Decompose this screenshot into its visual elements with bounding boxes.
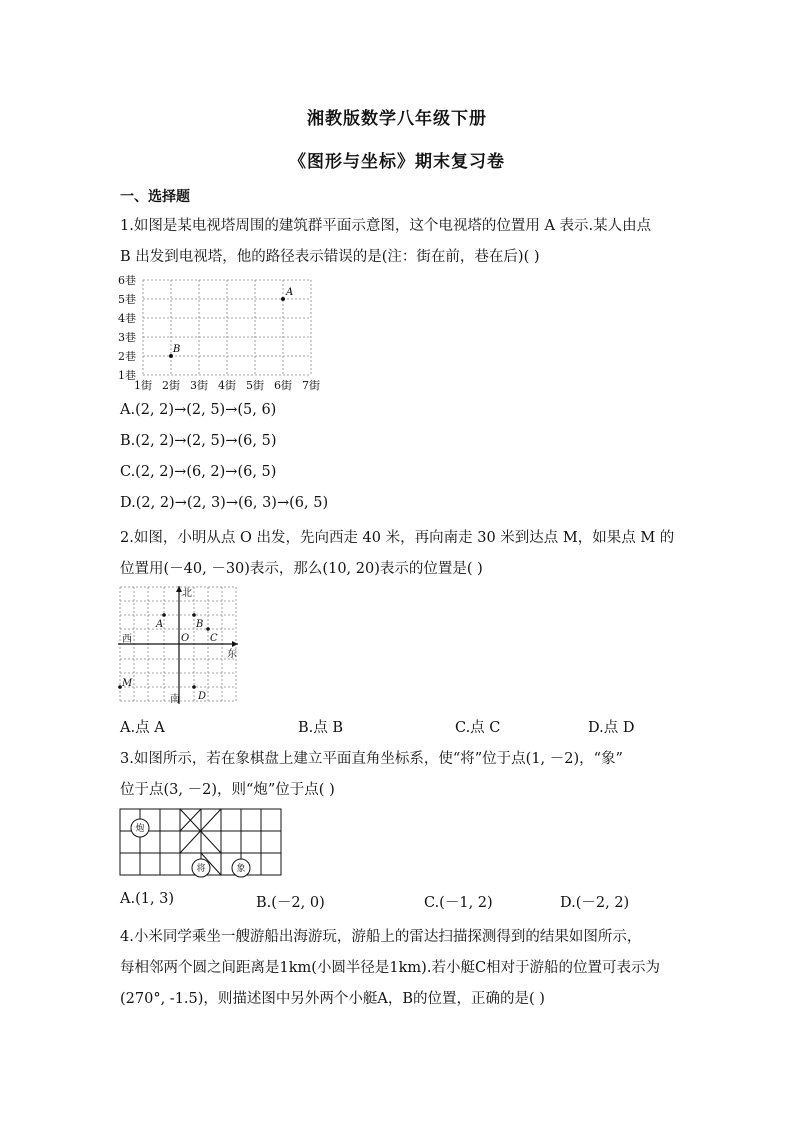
q2-point-a-label: A (156, 619, 164, 630)
q3-cannon-label: 炮 (135, 824, 145, 834)
q1-option-a: A.(2, 2)→(2, 5)→(5, 6) (120, 402, 277, 418)
q2-point-d (192, 685, 196, 689)
q1-row-label: 5巷 (118, 293, 136, 306)
q1-col-label: 6街 (274, 379, 292, 392)
q4-text-line3: (270°, -1.5)，则描述图中另外两个小艇A，B的位置，正确的是( ) (120, 991, 545, 1007)
q1-row-label: 2巷 (118, 350, 136, 363)
q1-row-label: 3巷 (118, 331, 136, 344)
q2-east-arrow (232, 641, 238, 647)
q2-point-b-label: B (196, 619, 204, 630)
q3-elephant-label: 象 (236, 864, 246, 874)
q1-col-label: 3街 (190, 379, 208, 392)
q2-point-d-label: D (198, 691, 207, 702)
q2-point-c (206, 627, 210, 631)
q2-origin-label: O (181, 633, 190, 644)
q1-row-label: 6巷 (118, 274, 136, 287)
q3-text-line1: 3.如图所示，若在象棋盘上建立平面直角坐标系，使“将”位于点(1, －2)，“象” (120, 751, 623, 767)
q3-option-d: D.(－2, 2) (560, 895, 630, 911)
q2-west-label: 西 (122, 634, 132, 645)
q2-north-label: 北 (182, 588, 192, 599)
q4-text-line2: 每相邻两个圆之间距离是1km(小圆半径是1km).若小艇C相对于游船的位置可表示为 (120, 960, 661, 976)
q1-row-label: 4巷 (118, 312, 136, 325)
q2-text-line2: 位置用(－40, －30)表示，那么(10, 20)表示的位置是( ) (120, 561, 483, 577)
q2-point-b (192, 613, 196, 617)
q3-general-label: 将 (196, 864, 206, 874)
q2-point-a (162, 613, 166, 617)
page-title: 湘教版数学八年级下册 (307, 109, 487, 129)
q2-option-a: A.点 A (120, 720, 165, 736)
q1-row-label: 1巷 (118, 369, 136, 382)
page-subtitle: 《图形与坐标》期末复习卷 (289, 152, 505, 172)
q1-col-label: 5街 (246, 379, 264, 392)
q1-option-c: C.(2, 2)→(6, 2)→(6, 5) (120, 464, 277, 480)
q2-east-label: 东 (227, 649, 237, 660)
q3-text-line2: 位于点(3, －2)，则“炮”位于点( ) (120, 782, 335, 798)
q3-chessboard-figure (118, 807, 288, 879)
q2-point-c-label: C (210, 633, 218, 644)
q1-point-a (281, 297, 285, 301)
q1-point-b-label: B (173, 344, 181, 355)
q2-option-d: D.点 D (588, 720, 635, 736)
q1-col-label: 7街 (302, 379, 320, 392)
q2-direction-grid-figure (118, 584, 243, 706)
q4-text-line1: 4.小米同学乘坐一艘游船出海游玩，游船上的雷达扫描探测得到的结果如图所示， (120, 929, 642, 945)
section-heading: 一、选择题 (120, 189, 190, 205)
q2-axes (118, 586, 238, 704)
q1-option-d: D.(2, 2)→(2, 3)→(6, 3)→(6, 5) (120, 495, 329, 511)
q3-option-b: B.(－2, 0) (256, 895, 325, 911)
q1-text-line2: B 出发到电视塔，他的路径表示错误的是(注：街在前，巷在后)( ) (120, 249, 540, 265)
q1-text-line1: 1.如图是某电视塔周围的建筑群平面示意图，这个电视塔的位置用 A 表示.某人由点 (120, 218, 652, 234)
q1-option-b: B.(2, 2)→(2, 5)→(6, 5) (120, 433, 277, 449)
q2-option-c: C.点 C (455, 720, 501, 736)
q2-option-b: B.点 B (298, 720, 344, 736)
q2-south-label: 南 (170, 694, 180, 705)
q3-option-a: A.(1, 3) (120, 891, 175, 907)
q1-col-label: 1街 (134, 379, 152, 392)
q1-point-a-label: A (286, 287, 294, 298)
q1-street-grid-figure (116, 272, 336, 394)
q1-col-label: 2街 (162, 379, 180, 392)
q2-point-m-label: M (122, 678, 133, 689)
q1-col-label: 4街 (218, 379, 236, 392)
q2-text-line1: 2.如图，小明从点 O 出发，先向西走 40 米，再向南走 30 米到达点 M，如果点 M 的 (120, 530, 675, 546)
q3-option-c: C.(－1, 2) (424, 895, 493, 911)
